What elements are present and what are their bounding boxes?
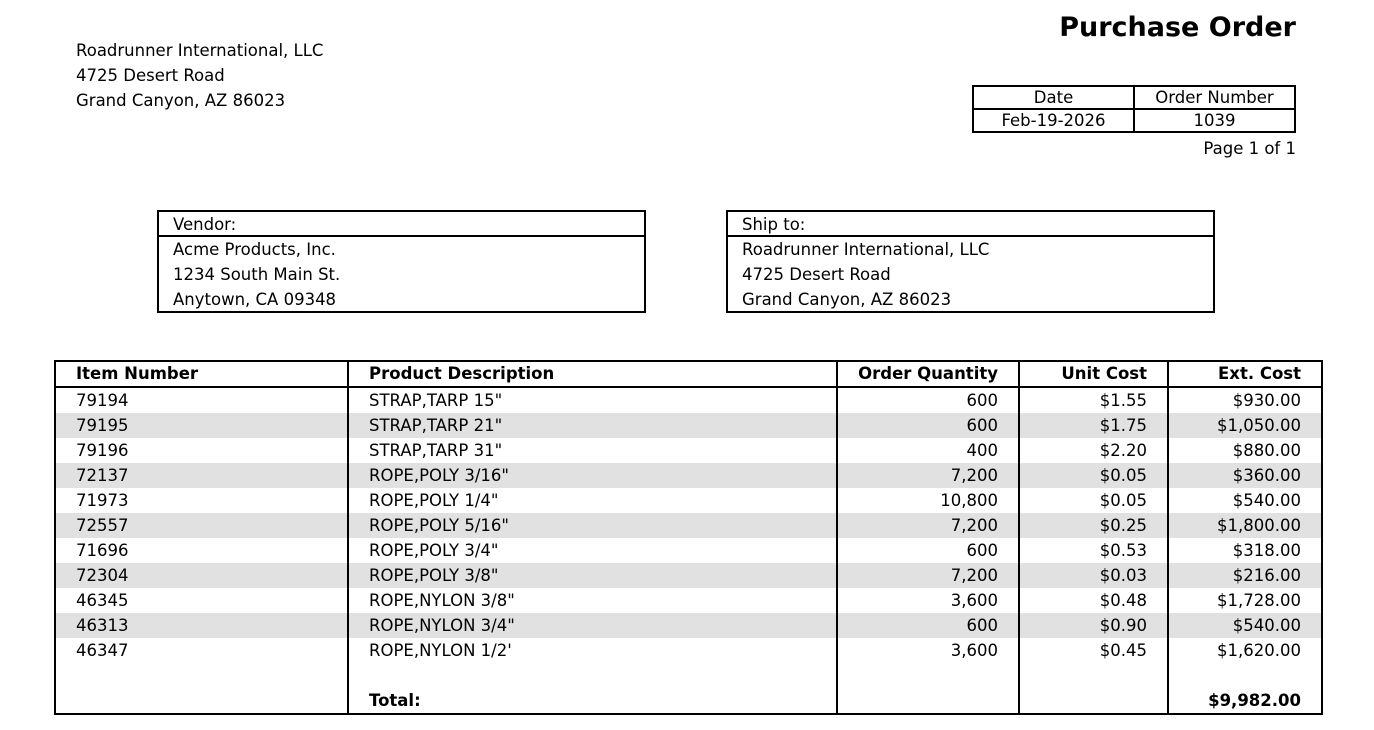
header-product-description: Product Description (348, 361, 837, 387)
order-quantity-cell: 7,200 (837, 463, 1019, 488)
item-number-cell: 72137 (55, 463, 348, 488)
unit-cost-cell: $0.25 (1019, 513, 1168, 538)
ship-to-box (726, 210, 1215, 313)
order-quantity-cell: 3,600 (837, 638, 1019, 663)
ext-cost-cell: $1,800.00 (1168, 513, 1322, 538)
table-row (55, 563, 1322, 588)
item-number-cell: 79196 (55, 438, 348, 463)
unit-cost-cell: $0.05 (1019, 463, 1168, 488)
vendor-name: Acme Products, Inc. (173, 240, 336, 259)
line-items-table (54, 360, 1323, 715)
table-row (55, 613, 1322, 638)
order-number: 1039 (1134, 109, 1295, 132)
buyer-address (76, 38, 323, 113)
table-row (55, 538, 1322, 563)
unit-cost-cell: $0.45 (1019, 638, 1168, 663)
product-description-cell: STRAP,TARP 15" (348, 387, 837, 413)
order-date: Feb-19-2026 (973, 109, 1134, 132)
unit-cost-cell: $0.05 (1019, 488, 1168, 513)
table-header-row (55, 361, 1322, 387)
order-quantity-cell: 600 (837, 613, 1019, 638)
ext-cost-cell: $1,620.00 (1217, 641, 1301, 660)
header-item-number: Item Number (55, 361, 348, 387)
order-quantity-cell: 600 (837, 387, 1019, 413)
item-number-cell: 71973 (55, 488, 348, 513)
total-label: Total: (348, 688, 837, 714)
vendor-address-line1: 1234 South Main St. (173, 265, 341, 284)
table-row (55, 387, 1322, 413)
ext-cost-cell: $318.00 (1232, 541, 1301, 560)
spacer-row (55, 663, 1322, 688)
item-number-cell: 46345 (55, 588, 348, 613)
order-quantity-cell: 7,200 (837, 563, 1019, 588)
ext-cost-cell: $216.00 (1168, 563, 1322, 588)
total-value: $9,982.00 (1208, 691, 1301, 710)
item-number-cell: 46347 (55, 638, 348, 663)
order-meta-table (972, 85, 1296, 133)
product-description-cell: ROPE,NYLON 3/8" (348, 588, 837, 613)
unit-cost-cell: $0.03 (1019, 563, 1168, 588)
order-quantity-cell: 600 (837, 538, 1019, 563)
item-number-cell: 79195 (55, 413, 348, 438)
order-number-label: Order Number (1134, 86, 1295, 109)
ext-cost-cell: $360.00 (1168, 463, 1322, 488)
table-row (55, 638, 1322, 663)
table-row (55, 588, 1322, 613)
order-quantity-cell: 10,800 (837, 488, 1019, 513)
header-unit-cost: Unit Cost (1019, 361, 1168, 387)
buyer-address-line1: 4725 Desert Road (76, 66, 225, 85)
date-label: Date (973, 86, 1134, 109)
item-number-cell: 79194 (55, 387, 348, 413)
unit-cost-cell: $0.90 (1019, 613, 1168, 638)
table-row (55, 488, 1322, 513)
buyer-name: Roadrunner International, LLC (76, 41, 324, 60)
product-description-cell: ROPE,POLY 3/4" (348, 538, 837, 563)
table-row (55, 413, 1322, 438)
product-description-cell: ROPE,NYLON 1/2' (348, 638, 837, 663)
product-description-cell: STRAP,TARP 31" (348, 438, 837, 463)
line-items-body (55, 387, 1322, 714)
order-quantity-cell: 7,200 (837, 513, 1019, 538)
order-quantity-cell: 400 (837, 438, 1019, 463)
item-number-cell: 72557 (55, 513, 348, 538)
header-order-quantity: Order Quantity (837, 361, 1019, 387)
ext-cost-cell: $1,050.00 (1168, 413, 1322, 438)
unit-cost-cell: $0.53 (1019, 538, 1168, 563)
ship-to-label: Ship to: (728, 212, 1213, 237)
product-description-cell: ROPE,POLY 5/16" (348, 513, 837, 538)
item-number-cell: 71696 (55, 538, 348, 563)
table-row (55, 513, 1322, 538)
page-indicator: Page 1 of 1 (1203, 139, 1296, 158)
product-description-cell: ROPE,NYLON 3/4" (348, 613, 837, 638)
item-number-cell: 72304 (55, 563, 348, 588)
ext-cost-cell: $540.00 (1168, 613, 1322, 638)
ship-to-name: Roadrunner International, LLC (742, 240, 990, 259)
unit-cost-cell: $0.48 (1019, 588, 1168, 613)
product-description-cell: ROPE,POLY 1/4" (348, 488, 837, 513)
document-title: Purchase Order (1059, 12, 1296, 43)
ext-cost-cell: $880.00 (1232, 441, 1301, 460)
ext-cost-cell: $1,728.00 (1217, 591, 1301, 610)
product-description-cell: ROPE,POLY 3/16" (348, 463, 837, 488)
order-quantity-cell: 3,600 (837, 588, 1019, 613)
table-row (55, 463, 1322, 488)
ext-cost-cell: $540.00 (1232, 491, 1301, 510)
ext-cost-cell: $930.00 (1232, 391, 1301, 410)
vendor-box (157, 210, 646, 313)
unit-cost-cell: $1.75 (1019, 413, 1168, 438)
ship-to-address-line2: Grand Canyon, AZ 86023 (742, 290, 952, 309)
total-row (55, 688, 1322, 714)
item-number-cell: 46313 (55, 613, 348, 638)
buyer-address-line2: Grand Canyon, AZ 86023 (76, 91, 286, 110)
header-ext-cost: Ext. Cost (1168, 361, 1322, 387)
ship-to-address-line1: 4725 Desert Road (742, 265, 891, 284)
product-description-cell: STRAP,TARP 21" (348, 413, 837, 438)
unit-cost-cell: $2.20 (1019, 438, 1168, 463)
table-row (55, 438, 1322, 463)
unit-cost-cell: $1.55 (1019, 387, 1168, 413)
product-description-cell: ROPE,POLY 3/8" (348, 563, 837, 588)
vendor-label: Vendor: (159, 212, 644, 237)
vendor-address-line2: Anytown, CA 09348 (173, 290, 337, 309)
order-quantity-cell: 600 (837, 413, 1019, 438)
